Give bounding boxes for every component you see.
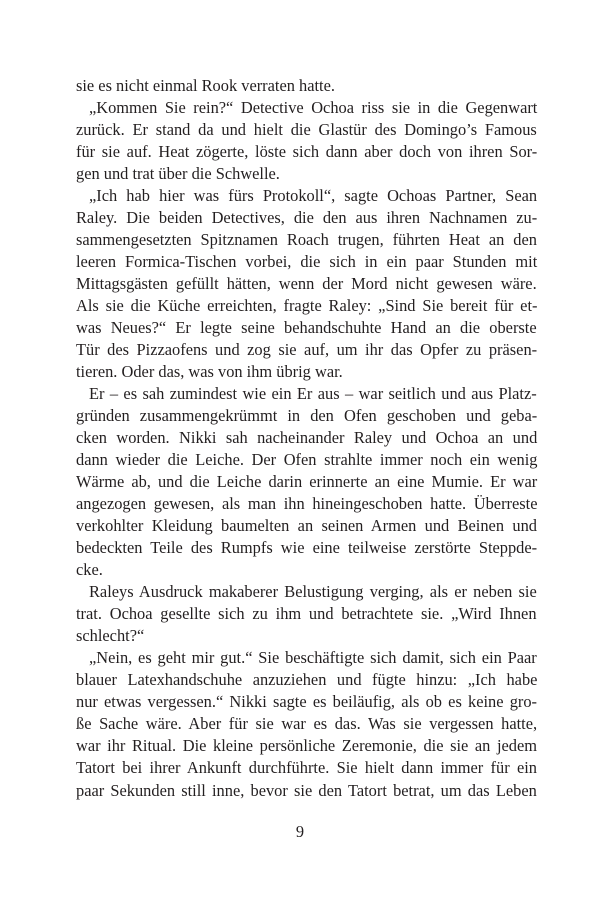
text-line: war ihr Ritual. Die kleine persönliche Zeremonie, die sie an jedem [76,736,538,756]
text-line: für sie auf. Heat zögerte, löste sich dann aber doch von ihren Sor- [76,142,538,162]
text-line: sie es nicht einmal Rook verraten hatte. [76,76,335,95]
text-line: ße Sache wäre. Aber für sie war es das. Was sie vergessen hatte, [76,714,538,734]
text-line: dann wieder die Leiche. Der Ofen strahlte immer noch ein wenig [76,450,538,470]
text-line: blauer Latexhandschuhe anzuziehen und fügte hinzu: „Ich habe [76,670,538,690]
text-line: nur etwas vergessen.“ Nikki sagte es beiläufig, als ob es keine gro- [76,692,538,712]
text-line: was Neues?“ Er legte seine behandschuhte Hand an die oberste [76,318,537,338]
text-line: Er – es sah zumindest wie ein Er aus – war seitlich und aus Platz- [89,384,537,404]
text-line: tieren. Oder das, was von ihm übrig war. [76,362,343,382]
text-line: leeren Formica-Tischen vorbei, die sich in ein paar Stunden mit [76,252,538,272]
text-line: Tatort bei ihrer Ankunft durchführte. Sie hielt dann immer für ein [76,758,537,778]
text-line: bedeckten Teile des Rumpfs wie eine teilweise zerstörte Steppde- [76,538,538,558]
text-line: verkohlter Kleidung baumelten an seinen Armen und Beinen und [76,516,537,536]
text-line: cken worden. Nikki sah nacheinander Raley und Ochoa an und [76,428,538,448]
text-line: Raley. Die beiden Detectives, die den aus ihren Nachnamen zu- [76,208,538,228]
text-line: Wärme ab, und die Leiche darin erinnerte an eine Mumie. Er war [76,472,538,492]
text-line: zurück. Er stand da und hielt die Glastür des Domingo’s Famous [76,120,537,140]
text-line: „Ich hab hier was fürs Protokoll“, sagte Ochoas Partner, Sean [89,186,538,206]
page-number: 9 [295,822,305,841]
body-text [76,75,537,802]
text-line: paar Sekunden still inne, bevor sie den Tatort betrat, um das Leben [76,780,537,800]
text-line: angezogen gewesen, als man ihn hineingeschoben hatte. Überreste [76,494,538,514]
text-line: gen und trat über die Schwelle. [76,164,280,184]
text-line: Als sie die Küche erreichten, fragte Raley: „Sind Sie bereit für et- [76,296,538,316]
text-line: schlecht?“ [76,626,145,646]
text-line: sammengesetzten Spitznamen Roach trugen, führten Heat an den [76,230,537,250]
text-line: Tür des Pizzaofens und zog sie auf, um ihr das Opfer zu präsen- [76,340,538,360]
text-line: gründen zusammengekrümmt in den Ofen geschoben und geba- [76,406,538,426]
text-line: trat. Ochoa gesellte sich zu ihm und betrachtete sie. „Wird Ihnen [76,604,537,624]
text-line: Raleys Ausdruck makaberer Belustigung verging, als er neben sie [89,582,537,602]
text-line: Mittagsgästen gefüllt hätten, wenn der Mord nicht gewesen wäre. [76,274,537,294]
text-line: „Kommen Sie rein?“ Detective Ochoa riss sie in die Gegenwart [89,98,538,118]
text-line: „Nein, es geht mir gut.“ Sie beschäftigte sich damit, sich ein Paar [89,648,537,668]
text-line: cke. [76,560,103,580]
